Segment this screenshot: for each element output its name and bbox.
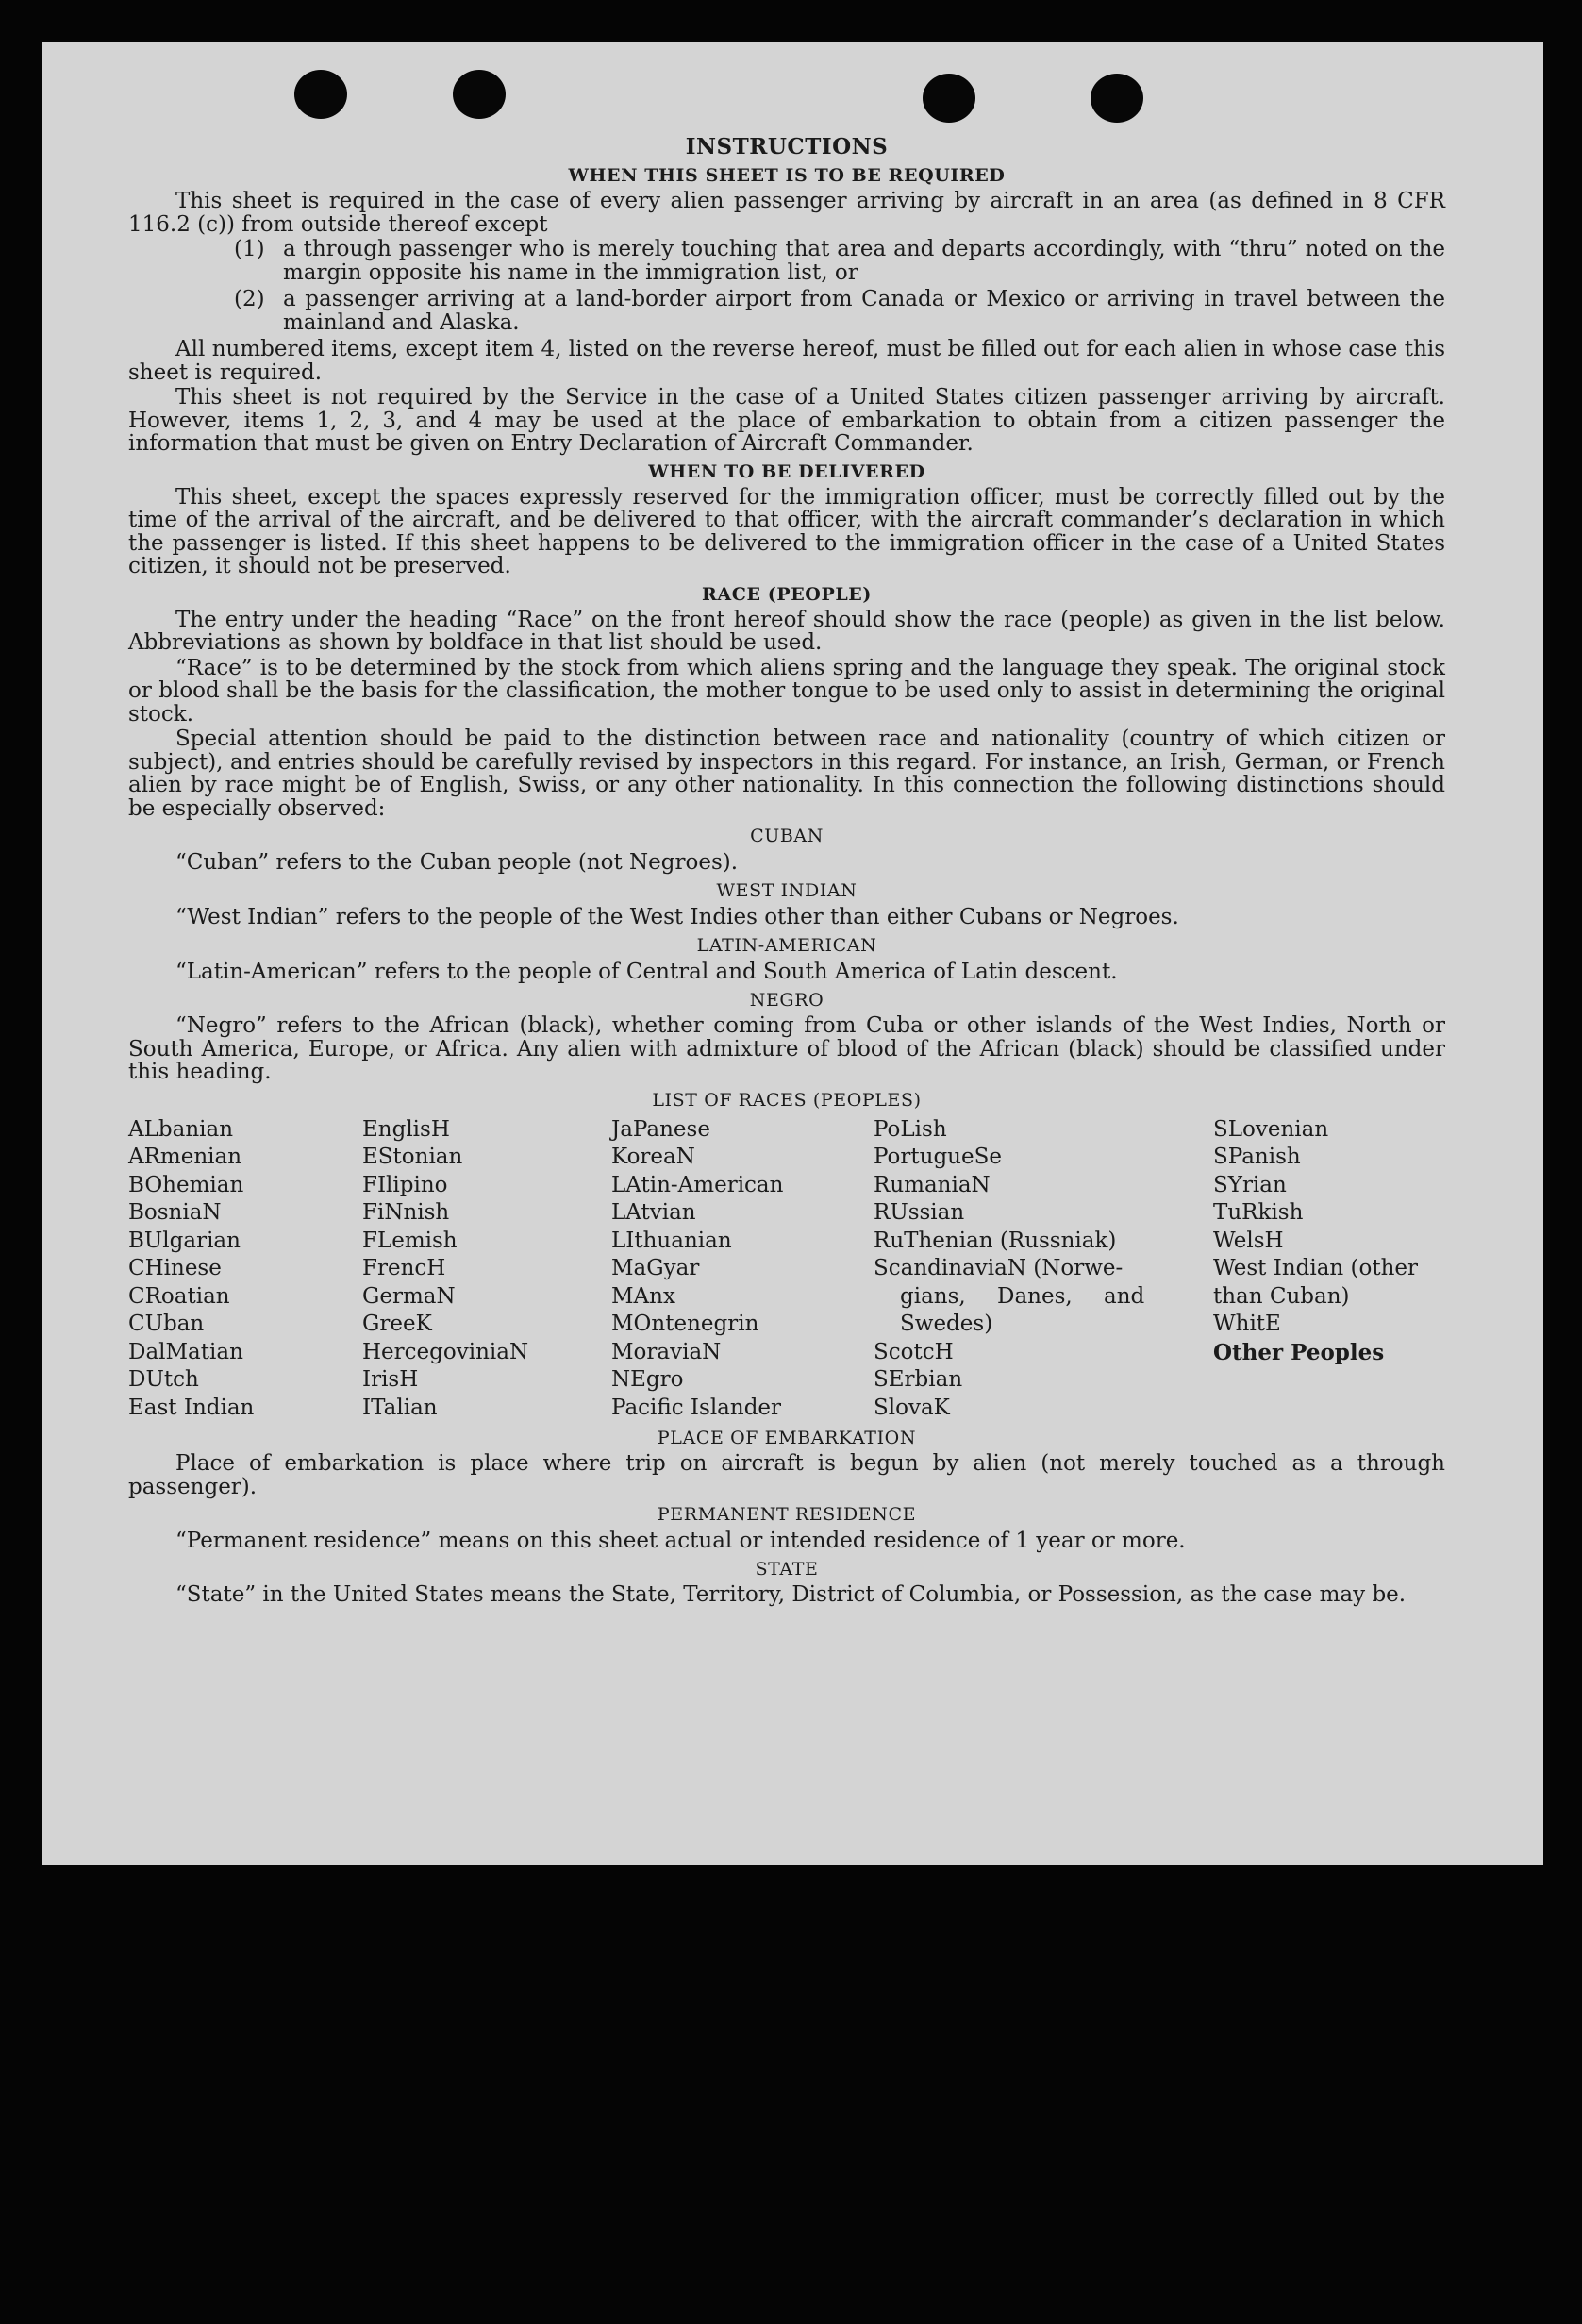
race-entry: Pacific Islander [611,1395,782,1420]
document-sheet [42,42,1543,1865]
race-entry: CUban [128,1312,205,1336]
paragraph: Place of embarkation is place where trip on aircraft is begun by alien (not merely touched as a through passenger). [128,1451,1445,1499]
race-entry: CHinese [128,1256,222,1280]
race-entry: MaGyar [611,1256,700,1280]
section-heading: WEST INDIAN [716,880,858,901]
race-entry: FLemish [362,1228,458,1253]
section-heading: WHEN TO BE DELIVERED [648,460,925,482]
race-entry: TuRkish [1213,1200,1304,1225]
paragraph: The entry under the heading “Race” on the front hereof should show the race (people) as given in the list below. Abbreviations as shown by boldface in that list should be used. [128,607,1445,655]
race-entry: ALbanian [128,1116,234,1142]
race-entry-continued: gians, Danes, and [900,1283,1145,1309]
race-column [128,1116,362,1423]
paragraph: All numbered items, except item 4, listed on the reverse hereof, must be filled out for each alien in whose case this sheet is required. [128,337,1445,385]
race-entry: RuThenian (Russniak) [874,1228,1117,1253]
race-entry: BOhemian [128,1172,244,1197]
race-column [362,1116,611,1423]
paragraph: “Cuban” refers to the Cuban people (not Negroes). [175,850,739,875]
paragraph: “State” in the United States means the State, Territory, District of Columbia, or Possession, as the case may be. [175,1582,1407,1607]
race-entry: DalMatian [128,1339,243,1364]
punch-hole [923,74,975,123]
race-entry: LAtvian [611,1200,696,1225]
paragraph: “Race” is to be determined by the stock from which aliens spring and the language they speak. The original stock or blood shall be the basis for the classification, the mother tongue to be used only to assist in determining the original stock. [128,655,1445,727]
race-entry: KoreaN [611,1145,695,1169]
item-text: a passenger arriving at a land-border airport from Canada or Mexico or arriving in travel between the mainland and Alaska. [283,287,1445,335]
race-entry: NEgro [611,1367,684,1392]
paragraph: Special attention should be paid to the distinction between race and nationality (country of which citizen or subject), and entries should be carefully revised by inspectors in this regard. For instance, an Irish, German, or French alien by race might be of English, Swiss, or any other nationality. In this connection the following distinctions should be especially observed: [128,727,1445,821]
paragraph: “Negro” refers to the African (black), whether coming from Cuba or other islands of the West Indies, North or South America, Europe, or Africa. Any alien with admixture of blood of the African (black) should be classified under this heading. [128,1013,1445,1084]
race-entry: DUtch [128,1367,199,1392]
punch-hole [1091,74,1143,123]
section-heading: WHEN THIS SHEET IS TO BE REQUIRED [568,165,1006,186]
section-heading: CUBAN [750,826,824,846]
race-entry: GreeK [362,1312,432,1336]
paragraph: “Latin-American” refers to the people of Central and South America of Latin descent. [175,960,1118,984]
race-entry: LAtin-American [611,1172,784,1197]
race-entry: HercegoviniaN [362,1339,529,1364]
race-entry: GermaN [362,1283,456,1309]
race-entry: EStonian [362,1145,463,1169]
list-item [128,288,1445,334]
section-heading: PLACE OF EMBARKATION [657,1428,917,1448]
race-entry: West Indian (other [1213,1256,1419,1280]
paragraph: “West Indian” refers to the people of the West Indies other than either Cubans or Negroes. [175,905,1179,929]
race-entry: PoLish [874,1116,947,1142]
section-heading: NEGRO [749,990,824,1011]
punch-hole [294,70,347,119]
race-entry: ScotcH [874,1339,954,1364]
paragraph: This sheet is not required by the Service in the case of a United States citizen passenger arriving by aircraft. However, items 1, 2, 3, and 4 may be used at the place of embarkation to obtain from a citizen passenger the information that must be given on Entry Declaration of Aircraft Commander. [128,385,1445,456]
race-entry: RUssian [874,1200,965,1225]
race-column [611,1116,874,1423]
item-text: a through passenger who is merely touching that area and departs accordingly, with “thru” noted on the margin opposite his name in the immigration list, or [283,237,1445,285]
section-heading: PERMANENT RESIDENCE [657,1504,917,1525]
race-entry: RumaniaN [874,1172,991,1197]
section-heading: LATIN-AMERICAN [696,935,877,956]
race-entry: SlovaK [874,1395,950,1420]
paragraph: “Permanent residence” means on this sheet actual or intended residence of 1 year or more. [175,1529,1186,1553]
section-heading: STATE [755,1559,819,1580]
race-entry: FiNnish [362,1200,450,1225]
race-entry: PortugueSe [874,1145,1002,1169]
paragraph: This sheet, except the spaces expressly reserved for the immigration officer, must be correctly filled out by the time of the arrival of the aircraft, and be delivered to that officer, with the aircraft commander’s declaration in which the passenger is listed. If this sheet happens to be delivered to the immigration officer in the case of a United States citizen, it should not be preserved. [128,484,1445,578]
race-entry: ITalian [362,1395,438,1420]
race-entry-continued: Swedes) [900,1312,993,1336]
race-entry: SLovenian [1213,1116,1329,1142]
race-entry: Other Peoples [1213,1339,1385,1365]
race-entry: WhitE [1213,1312,1281,1336]
punch-hole [453,70,506,119]
race-entry: BUlgarian [128,1228,241,1253]
section-heading: LIST OF RACES (PEOPLES) [652,1089,922,1111]
race-entry: SPanish [1213,1145,1301,1169]
race-column [1213,1116,1441,1423]
item-number: (2) [234,287,265,311]
item-number: (1) [234,237,265,261]
race-entry: FIlipino [362,1172,448,1197]
race-entry: SYrian [1213,1172,1287,1197]
race-entry: MAnx [611,1283,675,1309]
race-entry: CRoatian [128,1283,230,1309]
race-list [128,1116,1445,1423]
paragraph: This sheet is required in the case of every alien passenger arriving by aircraft in an area (as defined in 8 CFR 116.2 (c)) from outside thereof except [128,189,1445,237]
race-entry: MoraviaN [611,1339,722,1364]
page-title: INSTRUCTIONS [685,134,889,159]
race-entry: JaPanese [611,1116,710,1142]
race-entry: MOntenegrin [611,1312,759,1336]
race-entry: BosniaN [128,1200,222,1225]
race-entry: EnglisH [362,1116,450,1142]
race-entry: ScandinaviaN (Norwe- [874,1256,1124,1280]
section-heading: RACE (PEOPLE) [702,583,872,605]
race-entry: LIthuanian [611,1228,732,1253]
race-entry: FrencH [362,1256,446,1280]
race-entry-continued: than Cuban) [1213,1283,1350,1309]
race-entry: ARmenian [128,1145,242,1169]
list-item [128,238,1445,284]
race-entry: SErbian [874,1367,963,1392]
race-entry: IrisH [362,1367,419,1392]
race-entry: East Indian [128,1395,255,1420]
race-entry: WelsH [1213,1228,1284,1253]
race-column [874,1116,1213,1423]
